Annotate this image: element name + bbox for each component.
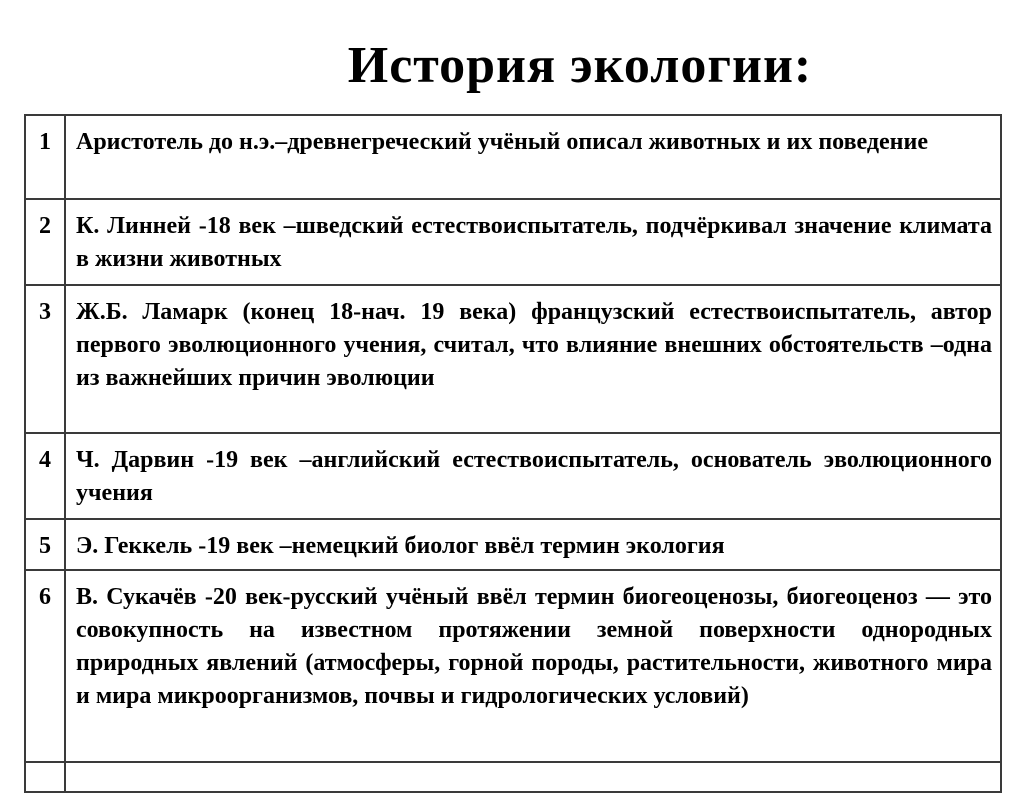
table-row: [25, 115, 1001, 199]
row-number: 3: [25, 285, 65, 433]
row-text: К. Линней -18 век –шведский естествоиспытатель, подчёркивал значение климата в жизни животных: [65, 199, 1001, 285]
table-row: [25, 199, 1001, 285]
history-table: [24, 114, 1002, 793]
table-row: [25, 433, 1001, 519]
row-text: В. Сукачёв -20 век-русский учёный ввёл термин биогеоценозы, биогеоценоз — это совокупность на известном протяжении земной поверхности однородных природных явлений (атмосферы, горной породы, растительности, животного мира и мира микроорганизмов, почвы и гидрологических условий): [65, 570, 1001, 762]
table-row: [25, 285, 1001, 433]
row-text: Аристотель до н.э.–древнегреческий учёный описал животных и их поведение: [65, 115, 1001, 199]
row-number: 1: [25, 115, 65, 199]
row-text: Ч. Дарвин -19 век –английский естествоиспытатель, основатель эволюционного учения: [65, 433, 1001, 519]
slide-title: История экологии:: [347, 37, 813, 94]
row-number: 5: [25, 519, 65, 570]
row-number: 6: [25, 570, 65, 762]
row-number: 4: [25, 433, 65, 519]
row-number: 2: [25, 199, 65, 285]
row-text: Ж.Б. Ламарк (конец 18-нач. 19 века) французский естествоиспытатель, автор первого эволюционного учения, считал, что влияние внешних обстоятельств –одна из важнейших причин эволюции: [65, 285, 1001, 433]
table-row: [25, 570, 1001, 762]
table-row: [25, 519, 1001, 570]
row-text: Э. Геккель -19 век –немецкий биолог ввёл термин экология: [65, 519, 1001, 570]
